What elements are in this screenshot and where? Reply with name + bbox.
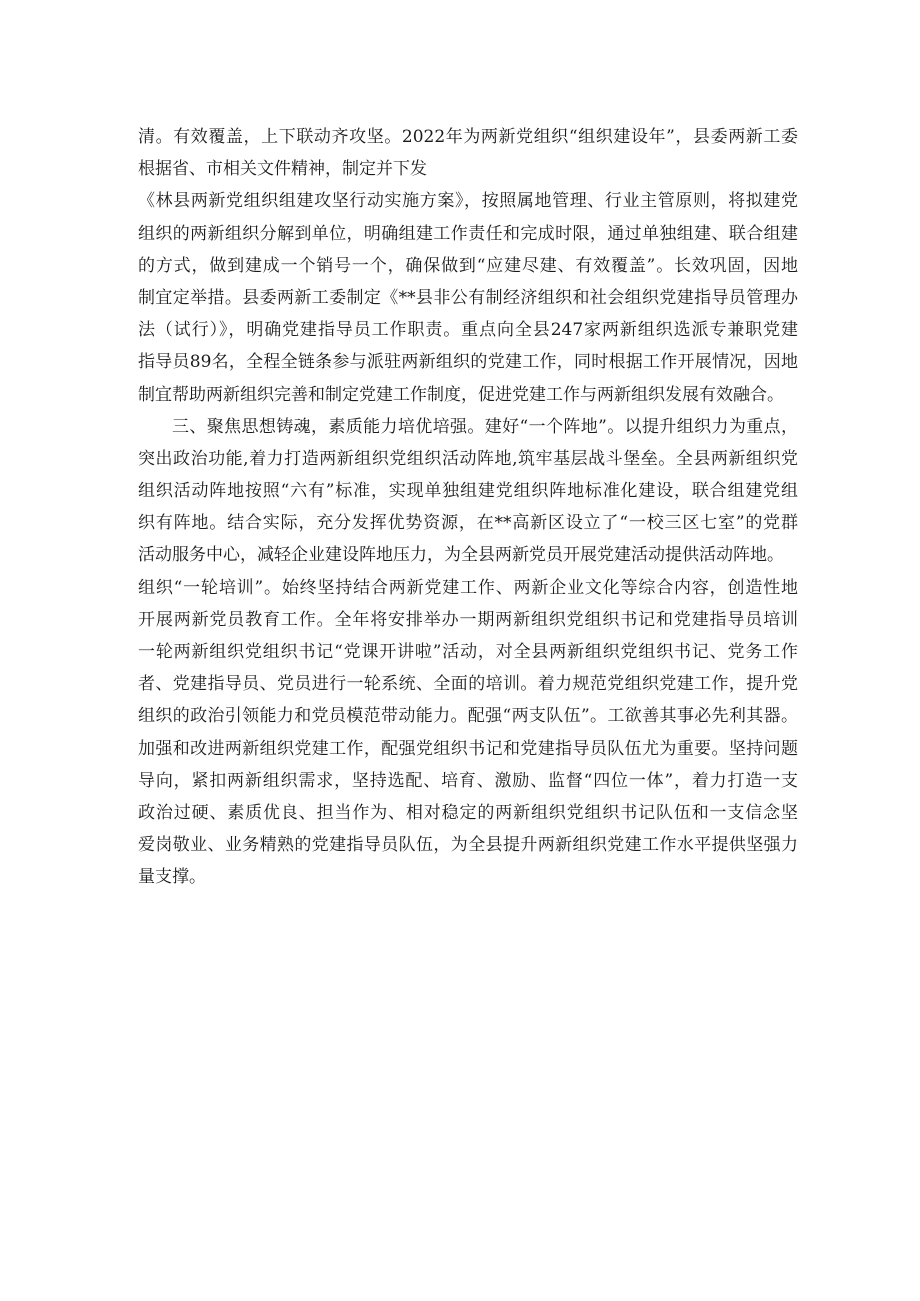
text-line: 突出政治功能,着力打造两新组织党组织活动阵地,筑牢基层战斗堡垒。全县两新组织党 [138,448,798,469]
text-line: 一轮两新组织党组织书记“党课开讲啦”活动，对全县两新组织党组织书记、党务工作 [138,642,798,662]
text-line: 者、党建指导员、党员进行一轮系统、全面的培训。着力规范党组织党建工作，提升党 [138,674,798,695]
text-line: 织有阵地。结合实际，充分发挥优势资源，在**高新区设立了“一校三区七室”的党群 [138,513,798,534]
text-line: 制宜定举措。县委两新工委制定《**县非公有制经济组织和社会组织党建指导员管理办 [138,287,798,308]
text-line: 活动服务中心，减轻企业建设阵地压力，为全县两新党员开展党建活动提供活动阵地。 [138,545,784,566]
text-line: 法（试行）》，明确党建指导员工作职责。重点向全县247家两新组织选派专兼职党建 [138,320,798,341]
text-line: 的方式，做到建成一个销号一个，确保做到“应建尽建、有效覆盖”。长效巩固，因地 [138,255,798,276]
text-line: 导向，紧扣两新组织需求，坚持选配、培育、激励、监督“四位一体”，着力打造一支 [138,770,798,791]
text-line: 根据省、市相关文件精神，制定并下发 [138,159,427,180]
text-line: 组织的两新组织分解到单位，明确组建工作责任和完成时限，通过单独组建、联合组建 [138,223,798,244]
section-heading-line: 三、聚焦思想铸魂，素质能力培优培强。建好“一个阵地”。以提升组织力为重点， [172,416,798,437]
text-line: 爱岗敬业、业务精熟的党建指导员队伍，为全县提升两新组织党建工作水平提供坚强力 [138,835,798,856]
text-line: 组织的政治引领能力和党员模范带动能力。配强“两支队伍”。工欲善其事必先利其器。 [138,706,798,727]
text-line: 组织“一轮培训”。始终坚持结合两新党建工作、两新企业文化等综合内容，创造性地 [138,577,798,598]
text-line: 加强和改进两新组织党建工作，配强党组织书记和党建指导员队伍尤为重要。坚持问题 [138,738,798,759]
text-line: 组织活动阵地按照“六有”标准，实现单独组建党组织阵地标准化建设，联合组建党组 [138,481,798,502]
text-line: 《林县两新党组织组建攻坚行动实施方案》，按照属地管理、行业主管原则，将拟建党 [138,191,798,212]
text-line: 开展两新党员教育工作。全年将安排举办一期两新组织党组织书记和党建指导员培训 [138,609,798,630]
text-line: 量支撑。 [138,867,206,888]
text-line: 清。有效覆盖，上下联动齐攻坚。2022年为两新党组织“组织建设年”，县委两新工委 [138,127,798,147]
text-line: 政治过硬、素质优良、担当作为、相对稳定的两新组织党组织书记队伍和一支信念坚 [138,802,798,823]
body-text [138,121,798,894]
text-line: 制宜帮助两新组织完善和制定党建工作制度，促进党建工作与两新组织发展有效融合。 [138,384,784,405]
text-line: 指导员89名，全程全链条参与派驻两新组织的党建工作，同时根据工作开展情况，因地 [138,352,798,373]
